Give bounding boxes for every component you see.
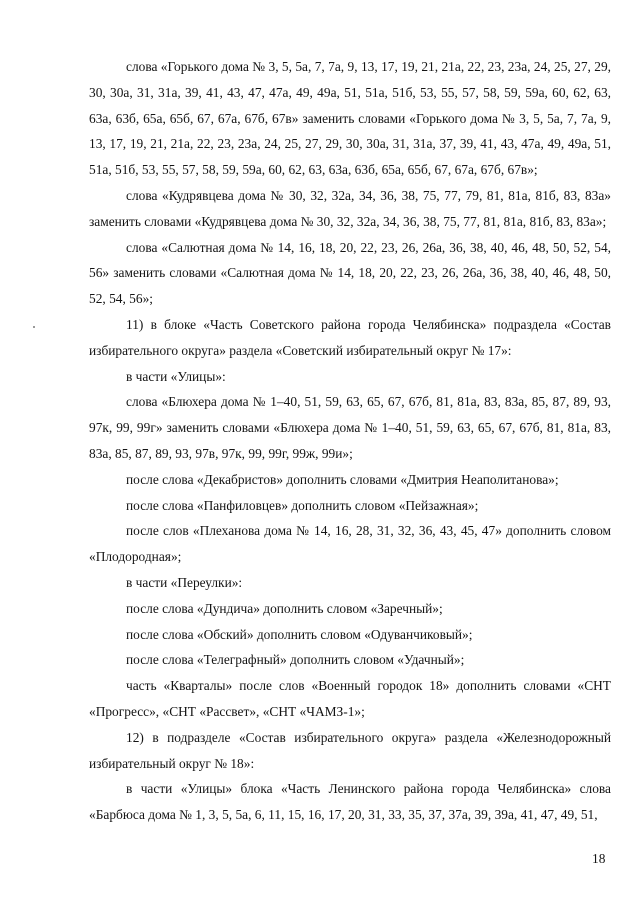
paragraph-kvartaly: часть «Кварталы» после слов «Военный городок 18» дополнить словами «СНТ «Прогресс», «СНТ «Рассвет», «СНТ «ЧАМЗ-1»; — [89, 678, 611, 719]
paragraph-kudryavtseva: слова «Кудрявцева дома № 30, 32, 32а, 34, 36, 38, 75, 77, 79, 81, 81а, 81б, 83, 83а» заменить словами «Кудрявцева дома № 30, 32, 32а, 34, 36, 38, 75, 77, 81, 81а, 81б, 83, 83а»; — [89, 187, 611, 229]
paragraph-obskiy: после слова «Обский» дополнить словом «Одуванчиковый»; — [126, 626, 473, 642]
paragraph-dundicha: после слова «Дундича» дополнить словом «Заречный»; — [126, 600, 443, 616]
paragraph-barbyusa: в части «Улицы» блока «Часть Ленинского района города Челябинска» слова «Барбюса дома № 1, 3, 5, 5а, 6, 11, 15, 16, 17, 20, 31, 33, 35, 37, 37а, 39, 39а, 41, 47, 49, 51, — [89, 781, 611, 823]
paragraph-plekhanova: после слов «Плеханова дома № 14, 16, 28, 31, 32, 36, 43, 45, 47» дополнить словом «Плодородная»; — [89, 523, 611, 565]
page-number: 18 — [592, 851, 606, 866]
paragraph-blyukhera: слова «Блюхера дома № 1–40, 51, 59, 63, 65, 67, 67б, 81, 81а, 83, 83а, 85, 87, 89, 93, 97к, 99, 99г» заменить словами «Блюхера дома № 1–40, 51, 59, 63, 65, 67, 67б, 81, 81а, 83, 83а, 85, 87, 89, 93, 97в, 97к, 99, 99г, 99ж, 99и»; — [89, 394, 611, 461]
scan-mark — [33, 326, 35, 328]
paragraph-item-11: 11) в блоке «Часть Советского района города Челябинска» подраздела «Состав избирательного округа» раздела «Советский избирательный округ № 17»: — [89, 316, 611, 358]
paragraph-panfilovtsev: после слова «Панфиловцев» дополнить словом «Пейзажная»; — [126, 497, 479, 513]
paragraph-item-12: 12) в подразделе «Состав избирательного округа» раздела «Железнодорожный избирательный округ № 18»: — [89, 729, 611, 771]
paragraph-lanes-part: в части «Переулки»: — [126, 574, 243, 590]
paragraph-dekabristov: после слова «Декабристов» дополнить словами «Дмитрия Неаполитанова»; — [126, 471, 559, 487]
paragraph-salyutnaya: слова «Салютная дома № 14, 16, 18, 20, 22, 23, 26, 26а, 36, 38, 40, 46, 48, 50, 52, 54, 56» заменить словами «Салютная дома № 14, 18, 20, 22, 23, 26, 26а, 36, 38, 40, 46, 48, 50, 52, 54, 56»; — [89, 239, 611, 307]
document-body — [89, 54, 611, 828]
paragraph-gorkogo: слова «Горького дома № 3, 5, 5а, 7, 7а, 9, 13, 17, 19, 21, 21а, 22, 23, 23а, 24, 25, 27, 29, 30, 30а, 31, 31а, 39, 41, 43, 47, 47а, 49, 49а, 51, 51а, 51б, 53, 55, 57, 58, 59, 59а, 60, 62, 63, 63а, 63б, 65а, 65б, 67, 67а, 67б, 67в» заменить словами «Горького дома № 3, 5, 5а, 7, 7а, 9, 13, 17, 19, 21, 21а, 22, 23, 23а, 24, 25, 27, 29, 30, 30а, 31, 31а, 37, 39, 41, 43, 47а, 49, 49а, 51, 51а, 51б, 53, 55, 57, 58, 59, 59а, 60, 62, 63, 63а, 63б, 65а, 65б, 67, 67а, 67б, 67в»; — [89, 59, 611, 178]
paragraph-streets-part: в части «Улицы»: — [126, 368, 226, 384]
paragraph-telegrafnyy: после слова «Телеграфный» дополнить словом «Удачный»; — [126, 652, 465, 668]
